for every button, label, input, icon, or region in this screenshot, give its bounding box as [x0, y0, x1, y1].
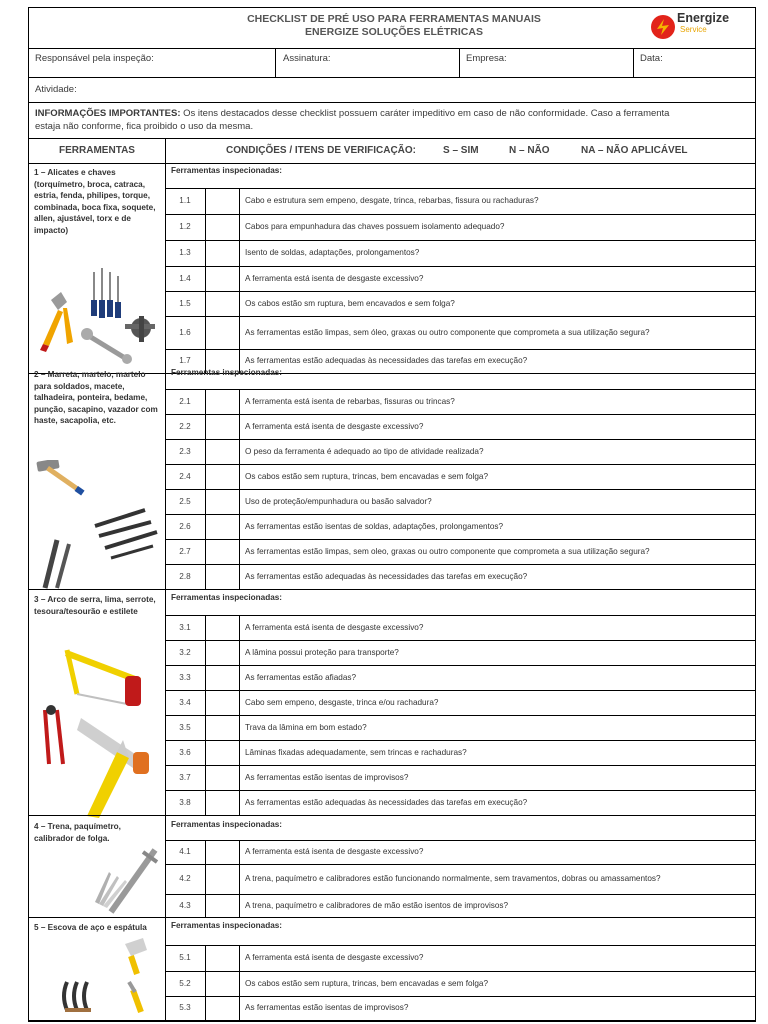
important-info-text: Os itens destacados desse checklist possuem caráter impeditivo em caso de não conformidade. Caso a ferramenta — [183, 108, 670, 119]
inspected-tools-input[interactable] — [327, 591, 751, 614]
checklist-item — [245, 240, 749, 266]
screwdrivers-icon — [91, 268, 121, 318]
inspected-tools-input[interactable] — [327, 919, 751, 944]
wire-brush-spatula-image — [45, 936, 161, 1016]
checklist-item — [245, 439, 749, 464]
caliper-feeler-gauge-image — [91, 842, 161, 916]
checklist-item — [245, 715, 749, 740]
checklist-item — [245, 291, 749, 316]
item-number: 5.3 — [179, 1003, 191, 1012]
section-title-2: 2 – Marreta, martelo, martelo para soldados, macete, talhadeira, ponteira, bedame, punção, sacapino, vazador com haste, sacapolia, etc. — [34, 370, 158, 425]
answer-box[interactable] — [206, 616, 238, 639]
inspected-tools-label: Ferramentas inspecionadas: — [171, 166, 283, 175]
answer-box[interactable] — [206, 565, 238, 588]
wire-brush-icon — [64, 982, 91, 1012]
utility-knife-icon — [87, 740, 129, 818]
checklist-item-text: As ferramentas estão afiadas? — [245, 672, 357, 682]
checklist-item-text: A ferramenta está isenta de desgaste excessivo? — [245, 953, 424, 962]
inspected-tools-label: Ferramentas inspecionadas: — [171, 921, 283, 930]
checklist-item — [245, 489, 749, 514]
checklist-item — [245, 640, 749, 665]
col-header-condicoes: CONDIÇÕES / ITENS DE VERIFICAÇÃO: — [226, 145, 417, 156]
answer-box[interactable] — [206, 241, 238, 265]
checklist-item-text: Lâminas fixadas adequadamente, sem trincas e rachaduras? — [245, 747, 467, 757]
checklist-item-text: Os cabos estão sm ruptura, bem encavados e sem folga? — [245, 298, 455, 308]
item-number: 2.1 — [179, 397, 191, 406]
data-field[interactable]: Data: — [640, 53, 663, 64]
checklist-item-text: As ferramentas estão isentas de improvisos? — [245, 1003, 409, 1012]
checklist-item-text: A ferramenta está isenta de desgaste excessivo? — [245, 622, 424, 632]
checklist-item — [245, 266, 749, 291]
checklist-item-text: Cabo e estrutura sem empeno, desgate, trinca, rebarbas, fissura ou rachaduras? — [245, 196, 539, 205]
answer-box[interactable] — [206, 292, 238, 315]
checklist-item-text: A lâmina possui proteção para transporte? — [245, 647, 399, 657]
logo-text: Energize — [677, 11, 730, 25]
section-title-4: 4 – Trena, paquímetro, calibrador de folga. — [34, 822, 121, 843]
checklist-item-text: Os cabos estão sem ruptura, trincas, bem encavadas e sem folga? — [245, 978, 489, 988]
wrench-icon — [81, 328, 132, 364]
logo-subtext: Service — [680, 25, 707, 34]
inspected-tools-input[interactable] — [327, 366, 751, 388]
checklist-item — [245, 840, 749, 864]
item-number: 2.3 — [179, 447, 191, 456]
section-title-1: 1 – Alicates e chaves (torquímetro, broca, catraca, estria, fenda, philipes, torque, combinada, boca fixa, soquete, allen, ajustável, torx e de impacto) — [34, 168, 156, 235]
item-number: 5.2 — [179, 979, 191, 988]
checklist-item-text: A ferramenta está isenta de desgaste excessivo? — [245, 273, 424, 283]
section-title-5: 5 – Escova de aço e espátula — [34, 923, 147, 932]
answer-box[interactable] — [206, 540, 238, 563]
answer-box[interactable] — [206, 515, 238, 538]
legend-nao: N – NÃO — [509, 145, 550, 156]
bolt-cutter-icon — [45, 705, 63, 764]
hammer-chisels-image — [35, 460, 161, 590]
item-number: 2.2 — [179, 422, 191, 431]
answer-box[interactable] — [206, 791, 238, 814]
checklist-item-text: As ferramentas estão adequadas às necessidades das tarefas em execução? — [245, 571, 528, 581]
checklist-item-text: A ferramenta está isenta de desgaste excessivo? — [245, 421, 424, 431]
hammer-icon — [36, 460, 84, 496]
item-number: 4.1 — [179, 847, 191, 856]
energize-logo — [647, 10, 752, 44]
item-number: 1.1 — [179, 196, 191, 205]
chisels-icon — [45, 510, 157, 588]
item-number: 3.2 — [179, 648, 191, 657]
checklist-item — [245, 188, 749, 214]
item-number: 1.7 — [179, 356, 191, 365]
answer-box[interactable] — [206, 946, 238, 970]
checklist-item — [245, 464, 749, 489]
item-number: 4.2 — [179, 874, 191, 883]
feeler-gauge-icon — [95, 872, 127, 908]
answer-box[interactable] — [206, 841, 238, 863]
checklist-item — [245, 996, 749, 1020]
document-title — [169, 13, 619, 39]
checklist-item-text: Os cabos estão sem ruptura, trincas, bem encavadas e sem folga? — [245, 471, 489, 481]
pliers-icon — [40, 292, 73, 352]
checklist-item — [245, 894, 749, 917]
item-number: 5.1 — [179, 953, 191, 962]
checklist-item-text: As ferramentas estão adequadas às necessidades das tarefas em execução? — [245, 797, 528, 807]
atividade-field[interactable]: Atividade: — [35, 84, 77, 95]
section-title-3: 3 – Arco de serra, lima, serrote, tesoura/tesourão e estilete — [34, 595, 156, 616]
important-info-text-2: estaja não conforme, fica proibido o uso da mesma. — [35, 121, 254, 132]
item-number: 4.3 — [179, 901, 191, 910]
answer-box[interactable] — [206, 465, 238, 488]
answer-box[interactable] — [206, 766, 238, 789]
item-number: 2.8 — [179, 572, 191, 581]
answer-box[interactable] — [206, 215, 238, 239]
checklist-item — [245, 690, 749, 715]
inspected-tools-input[interactable] — [327, 164, 751, 187]
inspected-tools-label: Ferramentas inspecionadas: — [171, 368, 283, 377]
item-number: 3.4 — [179, 698, 191, 707]
energize-logo-icon — [649, 13, 677, 41]
item-number: 3.6 — [179, 748, 191, 757]
checklist-item-text: Trava da lâmina em bom estado? — [245, 722, 367, 732]
checklist-item-text: As ferramentas estão isentas de soldas, adaptações, prolongamentos? — [245, 521, 504, 531]
checklist-item-text: As ferramentas estão adequadas às necessidades das tarefas em execução? — [245, 356, 528, 365]
answer-box[interactable] — [206, 189, 238, 213]
checklist-item — [245, 564, 749, 589]
item-number: 1.6 — [179, 328, 191, 337]
chuck-key-icon — [125, 316, 155, 342]
checklist-item — [245, 740, 749, 765]
checklist-item-text: Cabo sem empeno, desgaste, trinca e/ou rachadura? — [245, 697, 439, 707]
item-number: 2.5 — [179, 497, 191, 506]
item-number: 2.4 — [179, 472, 191, 481]
important-info-label: INFORMAÇÕES IMPORTANTES: — [35, 108, 181, 119]
checklist-item — [245, 790, 749, 815]
checklist-item-text: A ferramenta está isenta de desgaste excessivo? — [245, 847, 424, 856]
pliers-screwdrivers-wrench-image — [33, 262, 161, 366]
item-number: 3.1 — [179, 623, 191, 632]
answer-box[interactable] — [206, 865, 238, 893]
answer-box[interactable] — [206, 741, 238, 764]
assinatura-field[interactable]: Assinatura: — [283, 53, 331, 64]
item-number: 1.2 — [179, 222, 191, 231]
item-number: 1.5 — [179, 299, 191, 308]
item-number: 2.6 — [179, 522, 191, 531]
hacksaw-icon — [65, 650, 141, 706]
checklist-item-text: Cabos para empunhadura das chaves possuem isolamento adequado? — [245, 222, 505, 231]
answer-box[interactable] — [206, 895, 238, 916]
col-header-ferramentas: FERRAMENTAS — [59, 145, 135, 156]
checklist-item — [245, 316, 749, 349]
responsavel-field[interactable]: Responsável pela inspeção: — [35, 53, 154, 64]
answer-box[interactable] — [206, 666, 238, 689]
checklist-item — [245, 945, 749, 971]
answer-box[interactable] — [206, 691, 238, 714]
checklist-item — [245, 514, 749, 539]
title-line-1: CHECKLIST DE PRÉ USO PARA FERRAMENTAS MANUAIS — [247, 13, 541, 25]
item-number: 1.3 — [179, 248, 191, 257]
inspected-tools-input[interactable] — [327, 818, 751, 839]
checklist-item-text: As ferramentas estão limpas, sem óleo, graxas ou outro componente que comprometa a sua utilização segura? — [245, 327, 650, 337]
answer-box[interactable] — [206, 440, 238, 463]
title-line-2: ENERGIZE SOLUÇÕES ELÉTRICAS — [305, 26, 483, 38]
checklist-item-text: As ferramentas estão limpas, sem oleo, graxas ou outro componente que comprometa a sua utilização segura? — [245, 546, 650, 556]
checklist-item-text: A trena, paquímetro e calibradores estão funcionando normalmente, sem travamentos, dobras ou amassamentos? — [245, 874, 661, 883]
checklist-item — [245, 389, 749, 414]
checklist-item — [245, 214, 749, 240]
checklist-item-text: Isento de soldas, adaptações, prolongamentos? — [245, 248, 420, 257]
checklist-item — [245, 864, 749, 894]
answer-box[interactable] — [206, 716, 238, 739]
saw-cutters-knife-image — [37, 640, 159, 818]
checklist-item-text: As ferramentas estão isentas de improvisos? — [245, 772, 409, 782]
answer-box[interactable] — [206, 972, 238, 995]
legend-na: NA – NÃO APLICÁVEL — [581, 145, 688, 156]
checklist-item — [245, 539, 749, 564]
checklist-item — [245, 765, 749, 790]
answer-box[interactable] — [206, 390, 238, 413]
item-number: 1.4 — [179, 274, 191, 283]
inspected-tools-label: Ferramentas inspecionadas: — [171, 593, 283, 602]
checklist-item — [245, 971, 749, 996]
checklist-item-text: A ferramenta está isenta de rebarbas, fissuras ou trincas? — [245, 396, 455, 406]
answer-box[interactable] — [206, 415, 238, 438]
answer-box[interactable] — [206, 641, 238, 664]
checklist-item-text: Uso de proteção/empunhadura ou basão salvador? — [245, 496, 432, 506]
checklist-item — [245, 414, 749, 439]
answer-box[interactable] — [206, 317, 238, 348]
answer-box[interactable] — [206, 490, 238, 513]
checklist-item — [245, 615, 749, 640]
inspected-tools-label: Ferramentas inspecionadas: — [171, 820, 283, 829]
checklist-item-text: O peso da ferramenta é adequado ao tipo de atividade realizada? — [245, 446, 484, 456]
checklist-item-text: A trena, paquímetro e calibradores de mão estão isentos de improvisos? — [245, 900, 509, 910]
item-number: 2.7 — [179, 547, 191, 556]
spatula-icon — [125, 938, 147, 1012]
important-info — [35, 107, 749, 133]
item-number: 3.7 — [179, 773, 191, 782]
caliper-icon — [111, 850, 157, 912]
checklist-item — [245, 665, 749, 690]
checklist-sheet — [28, 7, 756, 1022]
legend-sim: S – SIM — [443, 145, 479, 156]
answer-box[interactable] — [206, 267, 238, 290]
answer-box[interactable] — [206, 997, 238, 1019]
item-number: 3.3 — [179, 673, 191, 682]
item-number: 3.5 — [179, 723, 191, 732]
empresa-field[interactable]: Empresa: — [466, 53, 507, 64]
item-number: 3.8 — [179, 798, 191, 807]
